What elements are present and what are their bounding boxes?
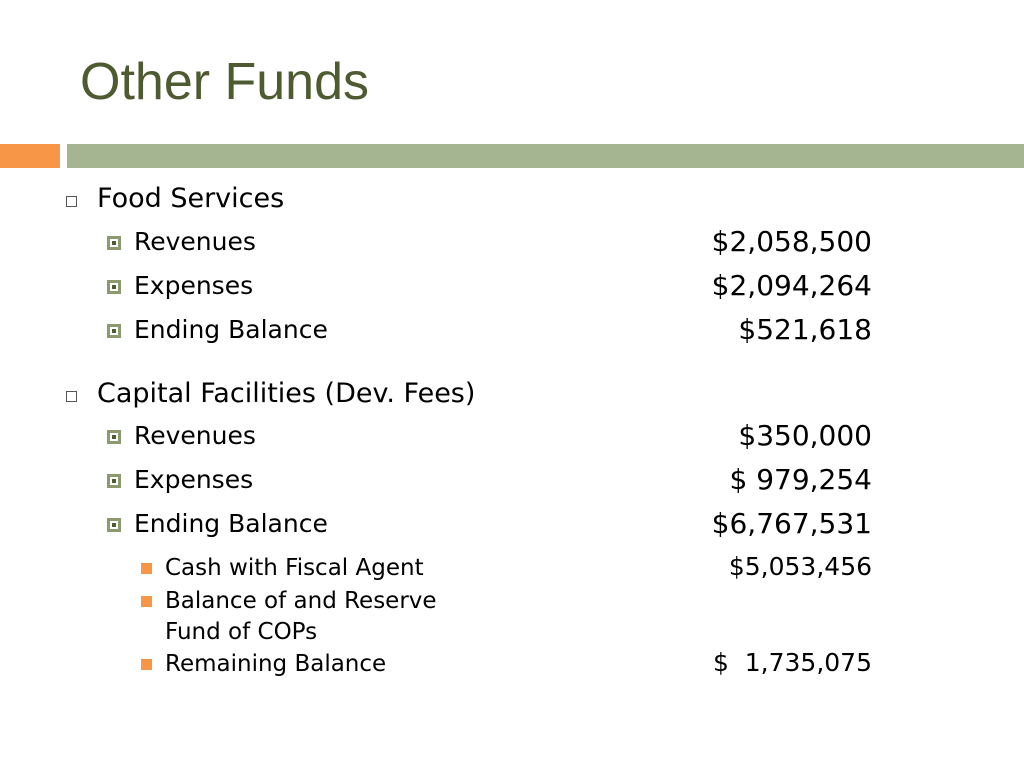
- square-bullet-icon: [107, 324, 121, 338]
- item-label: Ending Balance: [134, 509, 328, 538]
- section-label: Food Services: [97, 183, 285, 214]
- sub-item-value: $5,053,456: [728, 552, 872, 581]
- list-item: [104, 509, 1024, 543]
- list-item: [104, 315, 1024, 349]
- square-bullet-icon: [107, 474, 121, 488]
- square-bullet-icon: [107, 280, 121, 294]
- hollow-square-bullet-icon: [66, 391, 77, 402]
- item-label: Revenues: [134, 421, 256, 450]
- sub-item-label: Remaining Balance: [165, 651, 387, 677]
- square-bullet-icon: [107, 430, 121, 444]
- green-accent-bar: [67, 144, 1024, 168]
- sub-list-item: [140, 586, 1024, 648]
- orange-square-bullet-icon: [141, 659, 152, 670]
- item-value: $2,058,500: [711, 225, 872, 258]
- sub-list-item: [140, 553, 1024, 585]
- section-food-services: [60, 183, 1024, 219]
- sub-item-label-line-1: Balance of and Reserve: [165, 588, 437, 614]
- slide-title: Other Funds: [80, 53, 370, 111]
- list-item: [104, 465, 1024, 499]
- item-value: $ 979,254: [729, 463, 872, 496]
- item-value: $2,094,264: [711, 269, 872, 302]
- item-label: Expenses: [134, 465, 254, 494]
- section-capital-facilities: [60, 378, 1024, 414]
- item-value: $521,618: [738, 313, 872, 346]
- item-label: Revenues: [134, 227, 256, 256]
- sub-item-label-line-2: Fund of COPs: [165, 619, 318, 645]
- orange-square-bullet-icon: [141, 563, 152, 574]
- sub-list-item: [140, 649, 1024, 681]
- item-label: Expenses: [134, 271, 254, 300]
- list-item: [104, 227, 1024, 261]
- square-bullet-icon: [107, 236, 121, 250]
- orange-square-bullet-icon: [141, 596, 152, 607]
- item-value: $350,000: [738, 419, 872, 452]
- item-value: $6,767,531: [711, 507, 872, 540]
- sub-item-value: $ 1,735,075: [712, 648, 872, 677]
- list-item: [104, 271, 1024, 305]
- square-bullet-icon: [107, 518, 121, 532]
- orange-accent-bar: [0, 144, 60, 168]
- list-item: [104, 421, 1024, 455]
- item-label: Ending Balance: [134, 315, 328, 344]
- section-label: Capital Facilities (Dev. Fees): [97, 378, 476, 409]
- sub-item-label: Cash with Fiscal Agent: [165, 555, 424, 581]
- hollow-square-bullet-icon: [66, 196, 77, 207]
